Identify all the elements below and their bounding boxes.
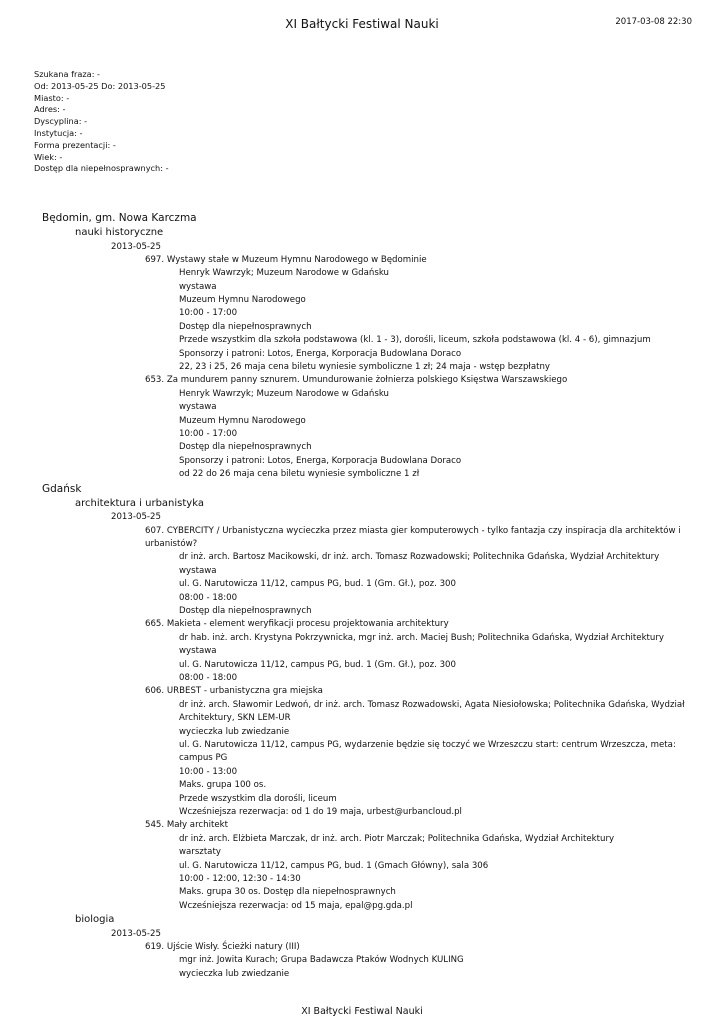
criteria-date-range: Od: 2013-05-25 Do: 2013-05-25 [34,80,166,91]
event-title: 606. URBEST - urbanistyczna gra miejska [145,686,323,697]
event-location: Muzeum Hymnu Narodowego [179,415,306,426]
timestamp: 2017-03-08 22:30 [615,17,692,27]
page-title: XI Bałtycki Festiwal Nauki [285,17,439,31]
date-heading: 2013-05-25 [111,241,161,252]
event-accessibility: Dostęp dla niepełnosprawnych [179,321,312,332]
event-accessibility: Dostęp dla niepełnosprawnych [179,605,312,616]
event-form: warsztaty [179,847,221,858]
city-heading: Gdańsk [42,482,82,495]
event-group-size: Maks. grupa 30 os. Dostęp dla niepełnosprawnych [179,887,396,898]
event-location: Muzeum Hymnu Narodowego [179,295,306,306]
criteria-accessibility: Dostęp dla niepełnosprawnych: - [34,163,169,174]
event-time: 08:00 - 18:00 [179,672,238,683]
event-location: ul. G. Narutowicza 11/12, campus PG, bud. 1 (Gm. Gł.), poz. 300 [179,659,456,670]
event-form: wycieczka lub zwiedzanie [179,968,290,979]
event-form: wystawa [179,281,217,292]
event-note: od 22 do 26 maja cena biletu wyniesie symboliczne 1 zł [179,469,420,480]
event-title: 619. Ujście Wisły. Ścieżki natury (III) [145,942,300,953]
event-organizer: dr hab. inż. arch. Krystyna Pokrzywnicka, mgr inż. arch. Maciej Bush; Politechnika Gdańska, Wydział Architektury [179,632,664,643]
event-organizer: Henryk Wawrzyk; Muzeum Narodowe w Gdańsku [179,388,389,399]
event-location: ul. G. Narutowicza 11/12, campus PG, bud. 1 (Gmach Główny), sala 306 [179,860,489,871]
event-reservation: Wcześniejsza rezerwacja: od 1 do 19 maja, urbest@urbancloud.pl [179,807,462,818]
event-organizer: mgr inż. Jowita Kurach; Grupa Badawcza Ptaków Wodnych KULING [179,955,464,966]
event-note: 22, 23 i 25, 26 maja cena biletu wyniesie symboliczne 1 zł; 24 maja - wstęp bezpłatny [179,362,551,373]
event-form: wystawa [179,565,217,576]
event-title: 545. Mały architekt [145,820,228,831]
event-reservation: Wcześniejsza rezerwacja: od 15 maja, epal@pg.gda.pl [179,900,413,911]
event-audience: Przede wszystkim dla szkoła podstawowa (kl. 1 - 3), dorośli, liceum, szkoła podstawowa (kl. 4 - 6), gimnazjum [179,335,651,346]
date-heading: 2013-05-25 [111,928,161,939]
event-organizer: dr inż. arch. Elżbieta Marczak, dr inż. arch. Piotr Marczak; Politechnika Gdańska, Wydział Architektury [179,833,615,844]
date-heading: 2013-05-25 [111,512,161,523]
event-organizer: dr inż. arch. Bartosz Macikowski, dr inż. arch. Tomasz Rozwadowski; Politechnika Gdańska, Wydział Architektury [179,552,660,563]
discipline-heading: biologia [75,914,115,926]
criteria-city: Miasto: - [34,92,70,103]
discipline-heading: nauki historyczne [75,227,164,238]
city-heading: Będomin, gm. Nowa Karczma [42,212,197,224]
event-time: 10:00 - 17:00 [179,308,238,319]
event-title: 665. Makieta - element weryfikacji procesu projektowania architektury [145,619,449,630]
event-location: ul. G. Narutowicza 11/12, campus PG, bud. 1 (Gm. Gł.), poz. 300 [179,579,456,590]
event-form: wystawa [179,646,217,657]
event-organizer: dr inż. arch. Sławomir Ledwoń, dr inż. arch. Tomasz Rozwadowski, Agata Niesiołowska; Politechnika Gdańska, Wydział Architektury, SKN LEM-UR [179,699,685,724]
event-organizer: Henryk Wawrzyk; Muzeum Narodowe w Gdańsku [179,268,389,279]
event-title: 653. Za mundurem panny sznurem. Umundurowanie żołnierza polskiego Księstwa Warszawskiego [145,375,568,386]
event-time: 10:00 - 13:00 [179,766,238,777]
criteria-presentation-form: Forma prezentacji: - [34,139,116,150]
event-sponsors: Sponsorzy i patroni: Lotos, Energa, Korporacja Budowlana Doraco [179,455,462,466]
event-accessibility: Dostęp dla niepełnosprawnych [179,442,312,453]
event-time: 08:00 - 18:00 [179,592,238,603]
criteria-discipline: Dyscyplina: - [34,116,88,127]
criteria-address: Adres: - [34,104,66,115]
event-location: ul. G. Narutowicza 11/12, campus PG, wydarzenie będzie się toczyć we Wrzeszczu start: centrum Wrzeszcza, meta: campus PG [179,740,676,764]
event-title: 607. CYBERCITY / Urbanistyczna wycieczka przez miasta gier komputerowych - tylko fantazja czy inspiracja dla architektów i urbanistów? [145,525,681,549]
discipline-heading: architektura i urbanistyka [75,497,204,509]
event-group-size: Maks. grupa 100 os. [179,780,267,791]
page-footer: XI Bałtycki Festiwal Nauki [301,1006,423,1017]
event-form: wycieczka lub zwiedzanie [179,726,290,737]
event-time: 10:00 - 12:00, 12:30 - 14:30 [179,874,301,885]
criteria-age: Wiek: - [34,151,63,162]
event-time: 10:00 - 17:00 [179,429,238,440]
event-listing [0,211,724,981]
criteria-institution: Instytucja: - [34,127,83,138]
event-sponsors: Sponsorzy i patroni: Lotos, Energa, Korporacja Budowlana Doraco [179,348,462,359]
criteria-phrase: Szukana fraza: - [34,69,101,79]
search-criteria [34,69,169,175]
event-form: wystawa [179,402,217,413]
event-title: 697. Wystawy stałe w Muzeum Hymnu Narodowego w Będominie [145,254,427,265]
event-audience: Przede wszystkim dla dorośli, liceum [179,793,337,804]
